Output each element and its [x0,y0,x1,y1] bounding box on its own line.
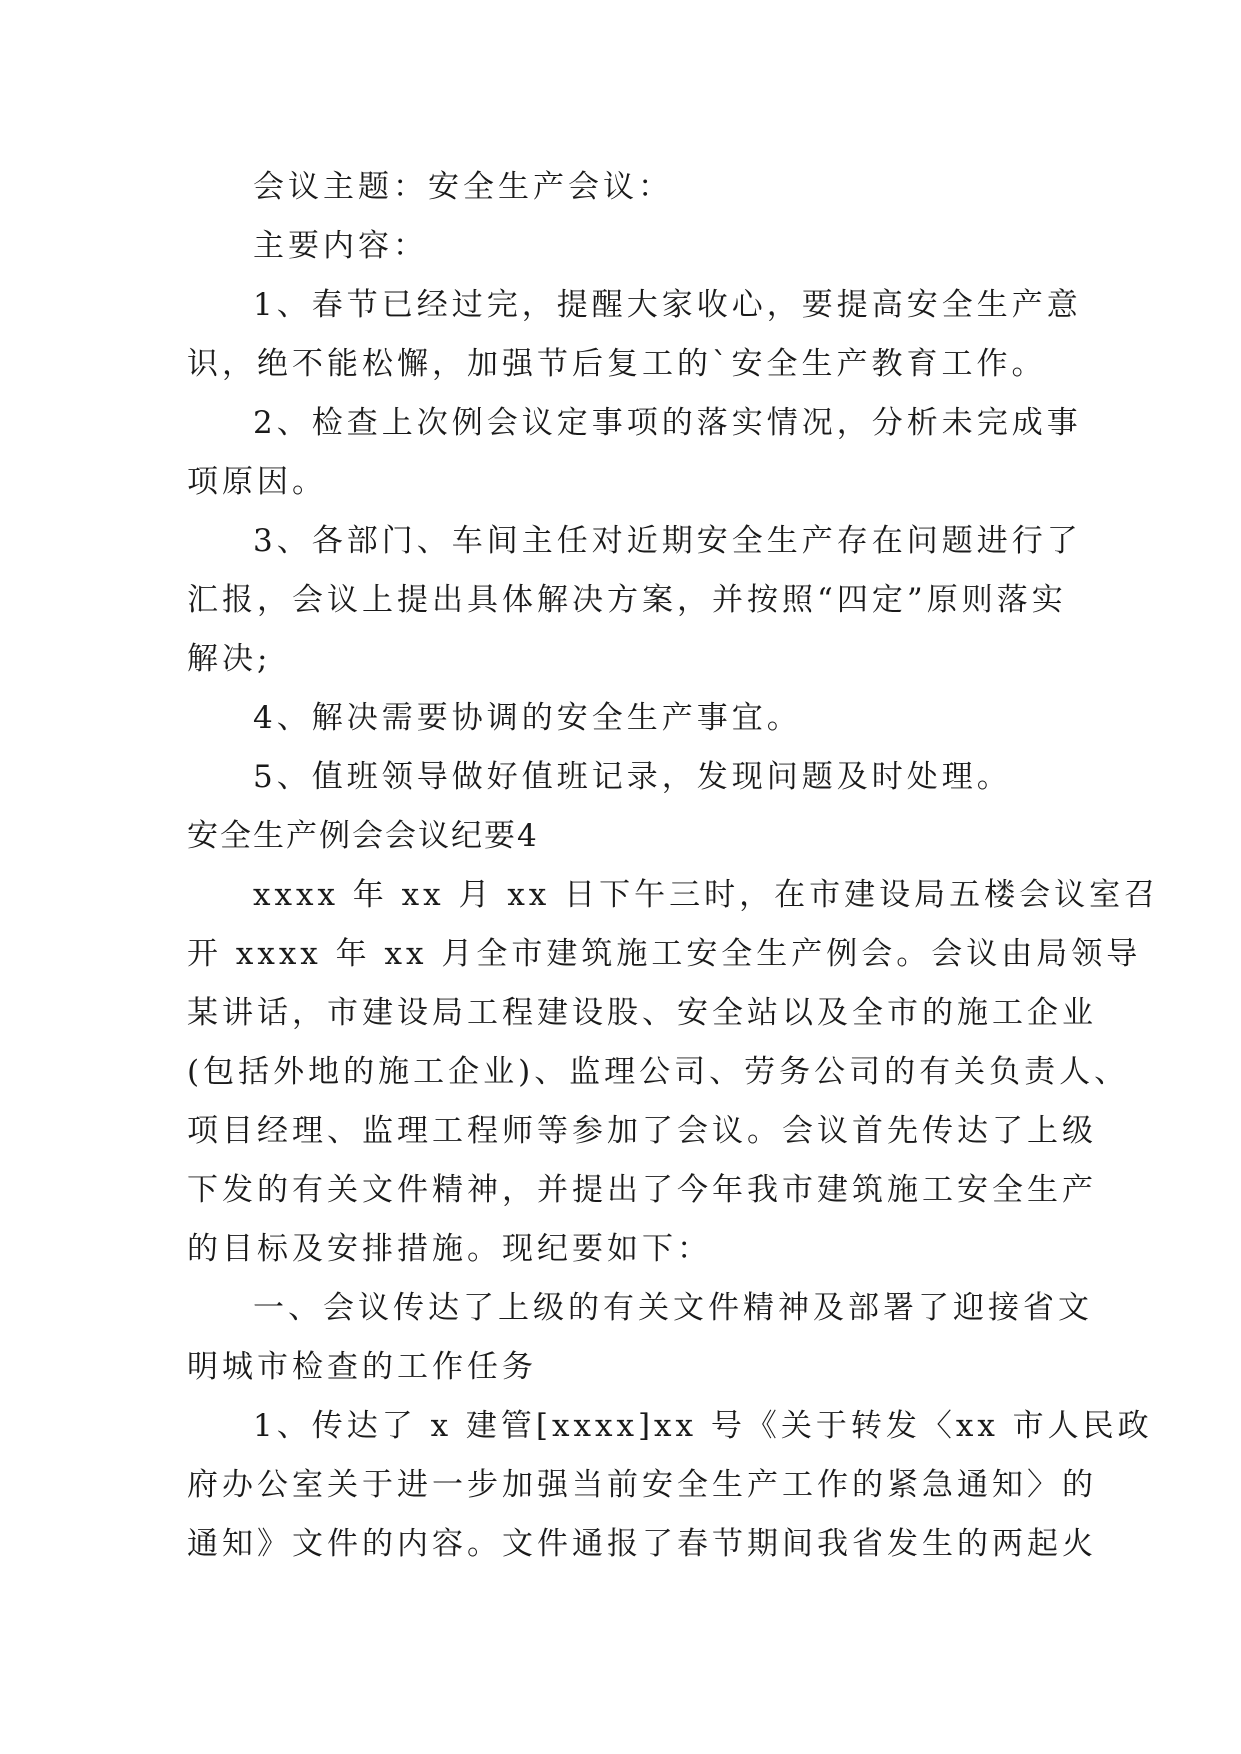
paragraph-line: 解决; [187,641,272,677]
document-body [187,158,1160,1574]
paragraph-line: (包括外地的施工企业)、监理公司、劳务公司的有关负责人、 [187,1054,1130,1090]
paragraph-line: 5、值班领导做好值班记录，发现问题及时处理。 [253,759,1012,795]
paragraph-line: 1、传达了 x 建管[xxxx]xx 号《关于转发〈xx 市人民政 [253,1408,1153,1444]
paragraph-line: 项原因。 [187,464,327,500]
paragraph-line: 项目经理、监理工程师等参加了会议。会议首先传达了上级 [187,1113,1097,1149]
paragraph-line: 1、春节已经过完，提醒大家收心，要提高安全生产意 [253,287,1082,323]
paragraph-line: 一、会议传达了上级的有关文件精神及部署了迎接省文 [253,1290,1093,1326]
paragraph-line: 府办公室关于进一步加强当前安全生产工作的紧急通知〉的 [187,1467,1097,1503]
section-heading: 安全生产例会会议纪要4 [187,818,539,854]
paragraph-line: 通知》文件的内容。文件通报了春节期间我省发生的两起火 [187,1526,1097,1562]
paragraph-line: xxxx 年 xx 月 xx 日下午三时，在市建设局五楼会议室召 [253,877,1160,913]
paragraph-line: 识，绝不能松懈，加强节后复工的`安全生产教育工作。 [187,346,1047,382]
paragraph-line: 下发的有关文件精神，并提出了今年我市建筑施工安全生产 [187,1172,1097,1208]
paragraph-line: 2、检查上次例会议定事项的落实情况，分析未完成事 [253,405,1082,441]
meeting-topic-line: 会议主题：安全生产会议： [253,169,673,205]
paragraph-line: 某讲话，市建设局工程建设股、安全站以及全市的施工企业 [187,995,1097,1031]
paragraph-line: 汇报，会议上提出具体解决方案，并按照“四定”原则落实 [187,582,1067,618]
main-content-label: 主要内容： [253,228,428,264]
paragraph-line: 明城市检查的工作任务 [187,1349,537,1385]
paragraph-line: 开 xxxx 年 xx 月全市建筑施工安全生产例会。会议由局领导 [187,936,1142,972]
paragraph-line: 的目标及安排措施。现纪要如下： [187,1231,712,1267]
paragraph-line: 4、解决需要协调的安全生产事宜。 [253,700,802,736]
paragraph-line: 3、各部门、车间主任对近期安全生产存在问题进行了 [253,523,1082,559]
